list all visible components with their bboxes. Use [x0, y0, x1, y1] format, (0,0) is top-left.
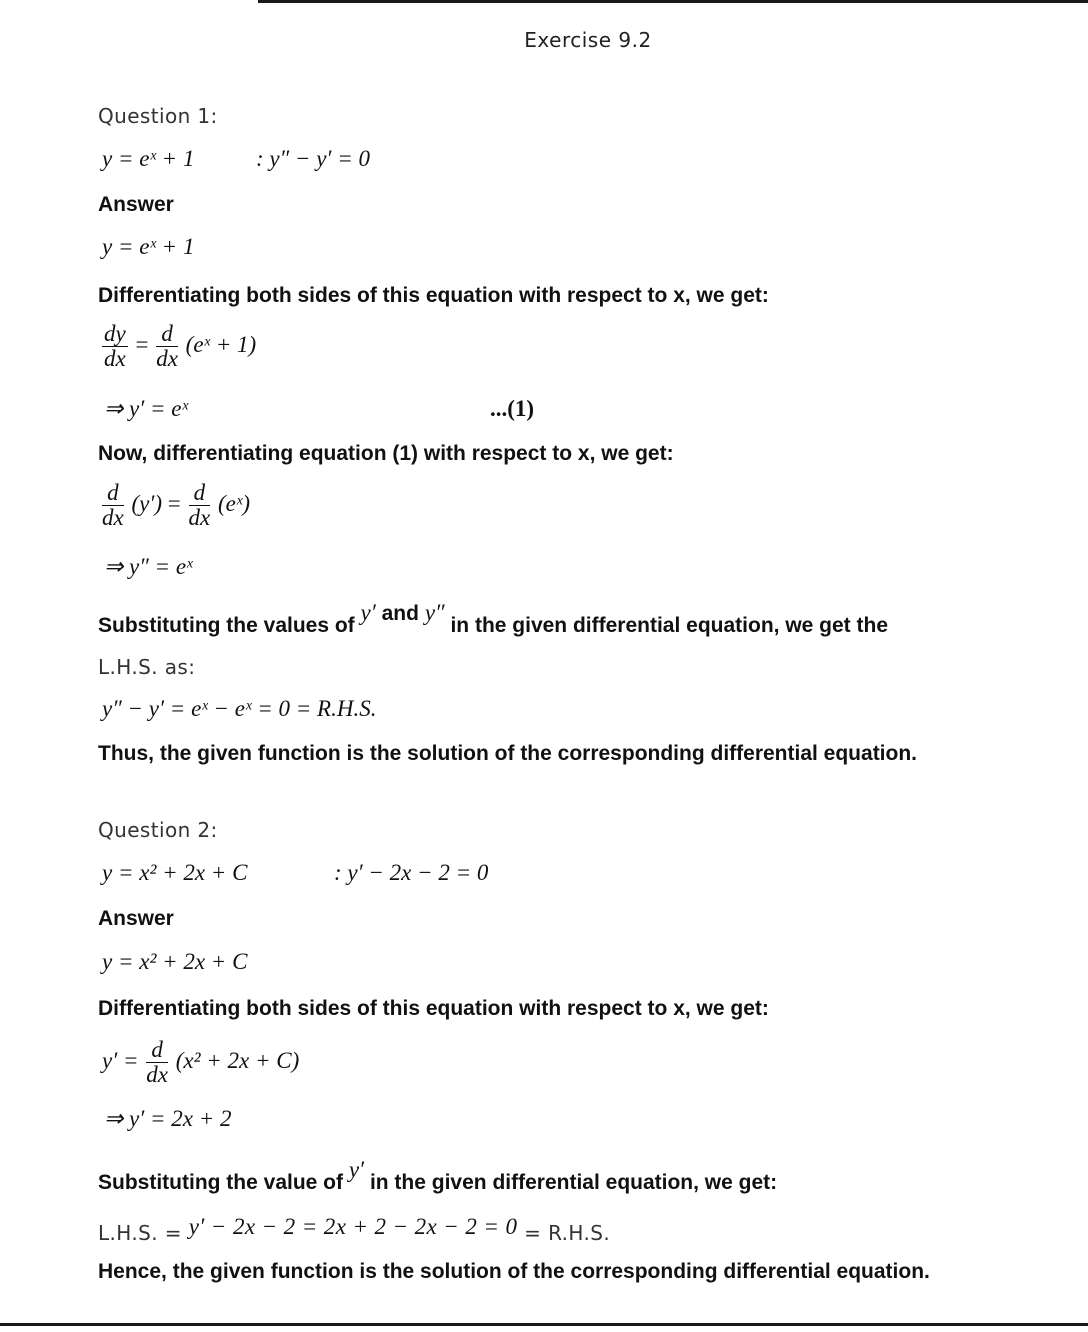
q1-ddx-arg: (eˣ + 1)	[185, 331, 257, 357]
q2-function: y = x² + 2x + C	[102, 860, 248, 885]
q2-subst-sym: y′	[348, 1157, 365, 1182]
q2-lhs-calc: y′ − 2x − 2 = 2x + 2 − 2x − 2 = 0	[188, 1214, 518, 1239]
q1-conclusion: Thus, the given function is the solution of the corresponding differential equation.	[98, 742, 918, 765]
q1-ddx-arg-2: (y′)	[131, 490, 163, 516]
q1-dydx-den: dx	[104, 346, 126, 371]
q2-answer-label: Answer	[98, 907, 174, 930]
q2-deriv-lhs: y′ =	[102, 1047, 139, 1073]
q2-restate: y = x² + 2x + C	[102, 949, 248, 974]
q1-subst-and: and	[381, 602, 419, 625]
q1-result1: ⇒ y′ = eˣ	[104, 396, 188, 421]
q1-ddx-den: dx	[156, 346, 178, 371]
q1-equation: : y″ − y′ = 0	[256, 146, 370, 171]
q1-answer-label: Answer	[98, 193, 174, 216]
q2-subst-text-b: in the given differential equation, we get:	[369, 1171, 778, 1194]
q1-step2-text: Now, differentiating equation (1) with respect to x, we get:	[98, 442, 674, 465]
q2-subst-line	[98, 1157, 778, 1195]
q1-function: y = eˣ + 1	[102, 146, 195, 171]
q1-derivative-equation: $\frac{dy}{dx}$ = $\frac{d}{dx}$ (eˣ + 1)	[104, 321, 257, 371]
q1-second-derivative-equation: $\frac{d}{dx}$ (y′) = $\frac{d}{dx}$ (eˣ)	[102, 480, 251, 530]
q2-derivative-equation	[102, 1038, 299, 1087]
q2-equation: : y′ − 2x − 2 = 0	[334, 860, 489, 885]
q1-dydx-fraction	[102, 322, 128, 371]
q2-ddx-den: dx	[146, 1062, 168, 1087]
q1-result2: ⇒ y″ = eˣ	[104, 554, 193, 579]
q1-ddx-den-3: dx	[188, 505, 211, 530]
q1-step1-text: Differentiating both sides of this equation with respect to x, we get:	[98, 284, 769, 307]
q2-step1-text: Differentiating both sides of this equation with respect to x, we get:	[98, 997, 769, 1020]
q1-lhs-calc: y″ − y′ = eˣ − eˣ = 0 = R.H.S.	[102, 696, 377, 721]
q1-ddx-den-2: dx	[102, 505, 124, 530]
q1-ddx-fraction-2	[102, 481, 124, 530]
bottom-rule	[0, 1323, 1088, 1326]
q2-lhs-suffix: = R.H.S.	[524, 1221, 611, 1245]
q1-subst-text-a: Substituting the values of	[98, 614, 355, 637]
q1-subst-line	[98, 600, 888, 638]
q1-lhs-label: L.H.S. as:	[98, 655, 196, 679]
q1-subst-sym-a: y′	[360, 600, 376, 625]
question-2-label: Question 2:	[98, 818, 218, 842]
question-1-label: Question 1:	[98, 104, 218, 128]
q2-ddx-fraction	[146, 1038, 168, 1087]
q2-result: ⇒ y′ = 2x + 2	[104, 1106, 232, 1131]
q1-ddx-num-2: d	[102, 481, 124, 506]
q1-result1-tag: ...(1)	[490, 396, 535, 421]
q2-ddx-arg: (x² + 2x + C)	[175, 1047, 300, 1073]
q1-ddx-num: d	[156, 322, 178, 347]
q1-restate: y = eˣ + 1	[102, 234, 195, 259]
q2-lhs-line	[98, 1214, 611, 1246]
top-rule	[258, 0, 1088, 3]
q1-subst-text-b: in the given differential equation, we get the	[450, 614, 888, 637]
q1-ddx-fraction	[156, 322, 178, 371]
q2-subst-text-a: Substituting the value of	[98, 1171, 343, 1194]
q1-subst-sym-b: y″	[424, 600, 445, 625]
q2-ddx-num: d	[146, 1038, 168, 1063]
q1-ddx-fraction-3	[189, 481, 211, 530]
q1-ddx-num-3: d	[189, 481, 211, 506]
q2-lhs-prefix: L.H.S. =	[98, 1221, 182, 1245]
q1-dydx-num: dy	[104, 321, 126, 346]
q2-conclusion: Hence, the given function is the solution of the corresponding differential equation.	[98, 1260, 930, 1283]
q1-ddx-arg-3: (eˣ)	[217, 490, 251, 516]
page-title: Exercise 9.2	[524, 28, 652, 52]
